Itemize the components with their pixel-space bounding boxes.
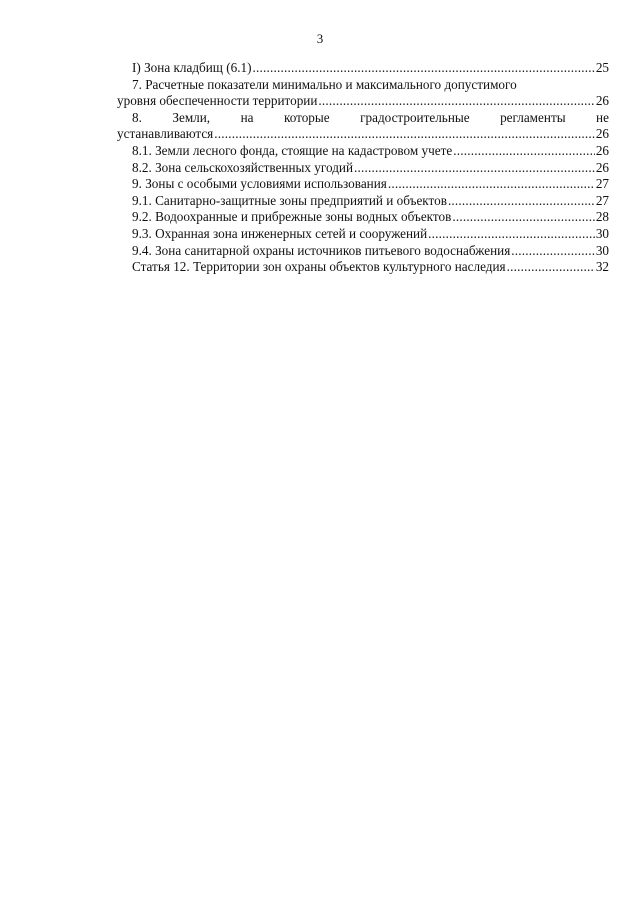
toc-entry-forest-lands [117,143,609,160]
toc-leader-dots [318,93,594,110]
toc-entry-cemetery-zone [117,60,609,77]
toc-entry-title: 8.1. Земли лесного фонда, стоящие на кадастровом учете [132,142,453,158]
toc-entry-water-protection-zones [117,209,609,226]
toc-entry-page: 27 [595,192,609,208]
toc-entry-page: 26 [595,159,609,175]
toc-entry-title: 8.2. Зона сельскохозяйственных угодий [132,159,354,175]
toc-entry-title-line2 [117,93,609,110]
toc-word: регламенты [500,109,566,125]
toc-entry-drinking-water-zone [117,243,609,260]
toc-entry-special-zones [117,176,609,193]
toc-entry-page: 28 [595,209,609,225]
toc-entry-title: 9.1. Санитарно-защитные зоны предприятий и объектов [132,192,447,208]
toc-entry-title: 9.2. Водоохранные и прибрежные зоны водных объектов [132,209,452,225]
toc-leader-dots [253,60,595,77]
toc-entry-title: устанавливаются [117,126,214,142]
toc-entry-engineering-networks-zone [117,226,609,243]
toc-entry-calculation-indicators [117,77,609,110]
toc-entry-title: уровня обеспеченности территории [117,93,318,109]
toc-entry-title-line1 [117,77,609,94]
toc-entry-title: Статья 12. Территории зон охраны объектов культурного наследия [132,259,506,275]
toc-entry-cultural-heritage-zones [117,259,609,276]
toc-word: 8. [132,109,142,125]
toc-leader-dots [453,143,595,160]
toc-entry-lands-without-regulations [117,110,609,143]
toc-entry-agricultural-zone [117,160,609,177]
toc-leader-dots [511,243,595,260]
toc-leader-dots [452,209,594,226]
toc-entry-title: 9.3. Охранная зона инженерных сетей и сооружений [132,225,428,241]
toc-entry-page: 32 [595,259,609,275]
toc-word: на [240,109,254,125]
toc-entry-page: 26 [595,142,609,158]
toc-entry-title: 9.4. Зона санитарной охраны источников питьевого водоснабжения [132,242,511,258]
toc-entry-title-line2 [117,126,609,143]
toc-word: которые [283,109,330,125]
toc-leader-dots [354,160,595,177]
toc-entry-sanitary-protection-zones [117,193,609,210]
table-of-contents [117,60,609,276]
toc-entry-page: 30 [595,242,609,258]
toc-leader-dots [388,176,595,193]
toc-entry-page: 26 [595,93,609,109]
toc-entry-title: І) Зона кладбищ (6.1) [132,60,252,75]
toc-word: не [596,109,609,125]
toc-entry-title: 9. Зоны с особыми условиями использования [132,176,387,192]
toc-entry-title-line1 [117,110,609,127]
toc-entry-page: 25 [595,60,609,75]
toc-leader-dots [428,226,595,243]
toc-leader-dots [507,259,595,276]
toc-leader-dots [448,193,595,210]
page-number: 3 [316,31,324,46]
toc-leader-dots [214,126,595,143]
toc-entry-page: 27 [595,176,609,192]
toc-word: градостроительные [360,109,470,125]
toc-entry-page: 26 [595,126,609,142]
toc-word: Земли, [172,109,211,125]
toc-entry-page: 30 [595,225,609,241]
toc-entry-title: 7. Расчетные показатели минимально и максимального допустимого [132,76,517,92]
